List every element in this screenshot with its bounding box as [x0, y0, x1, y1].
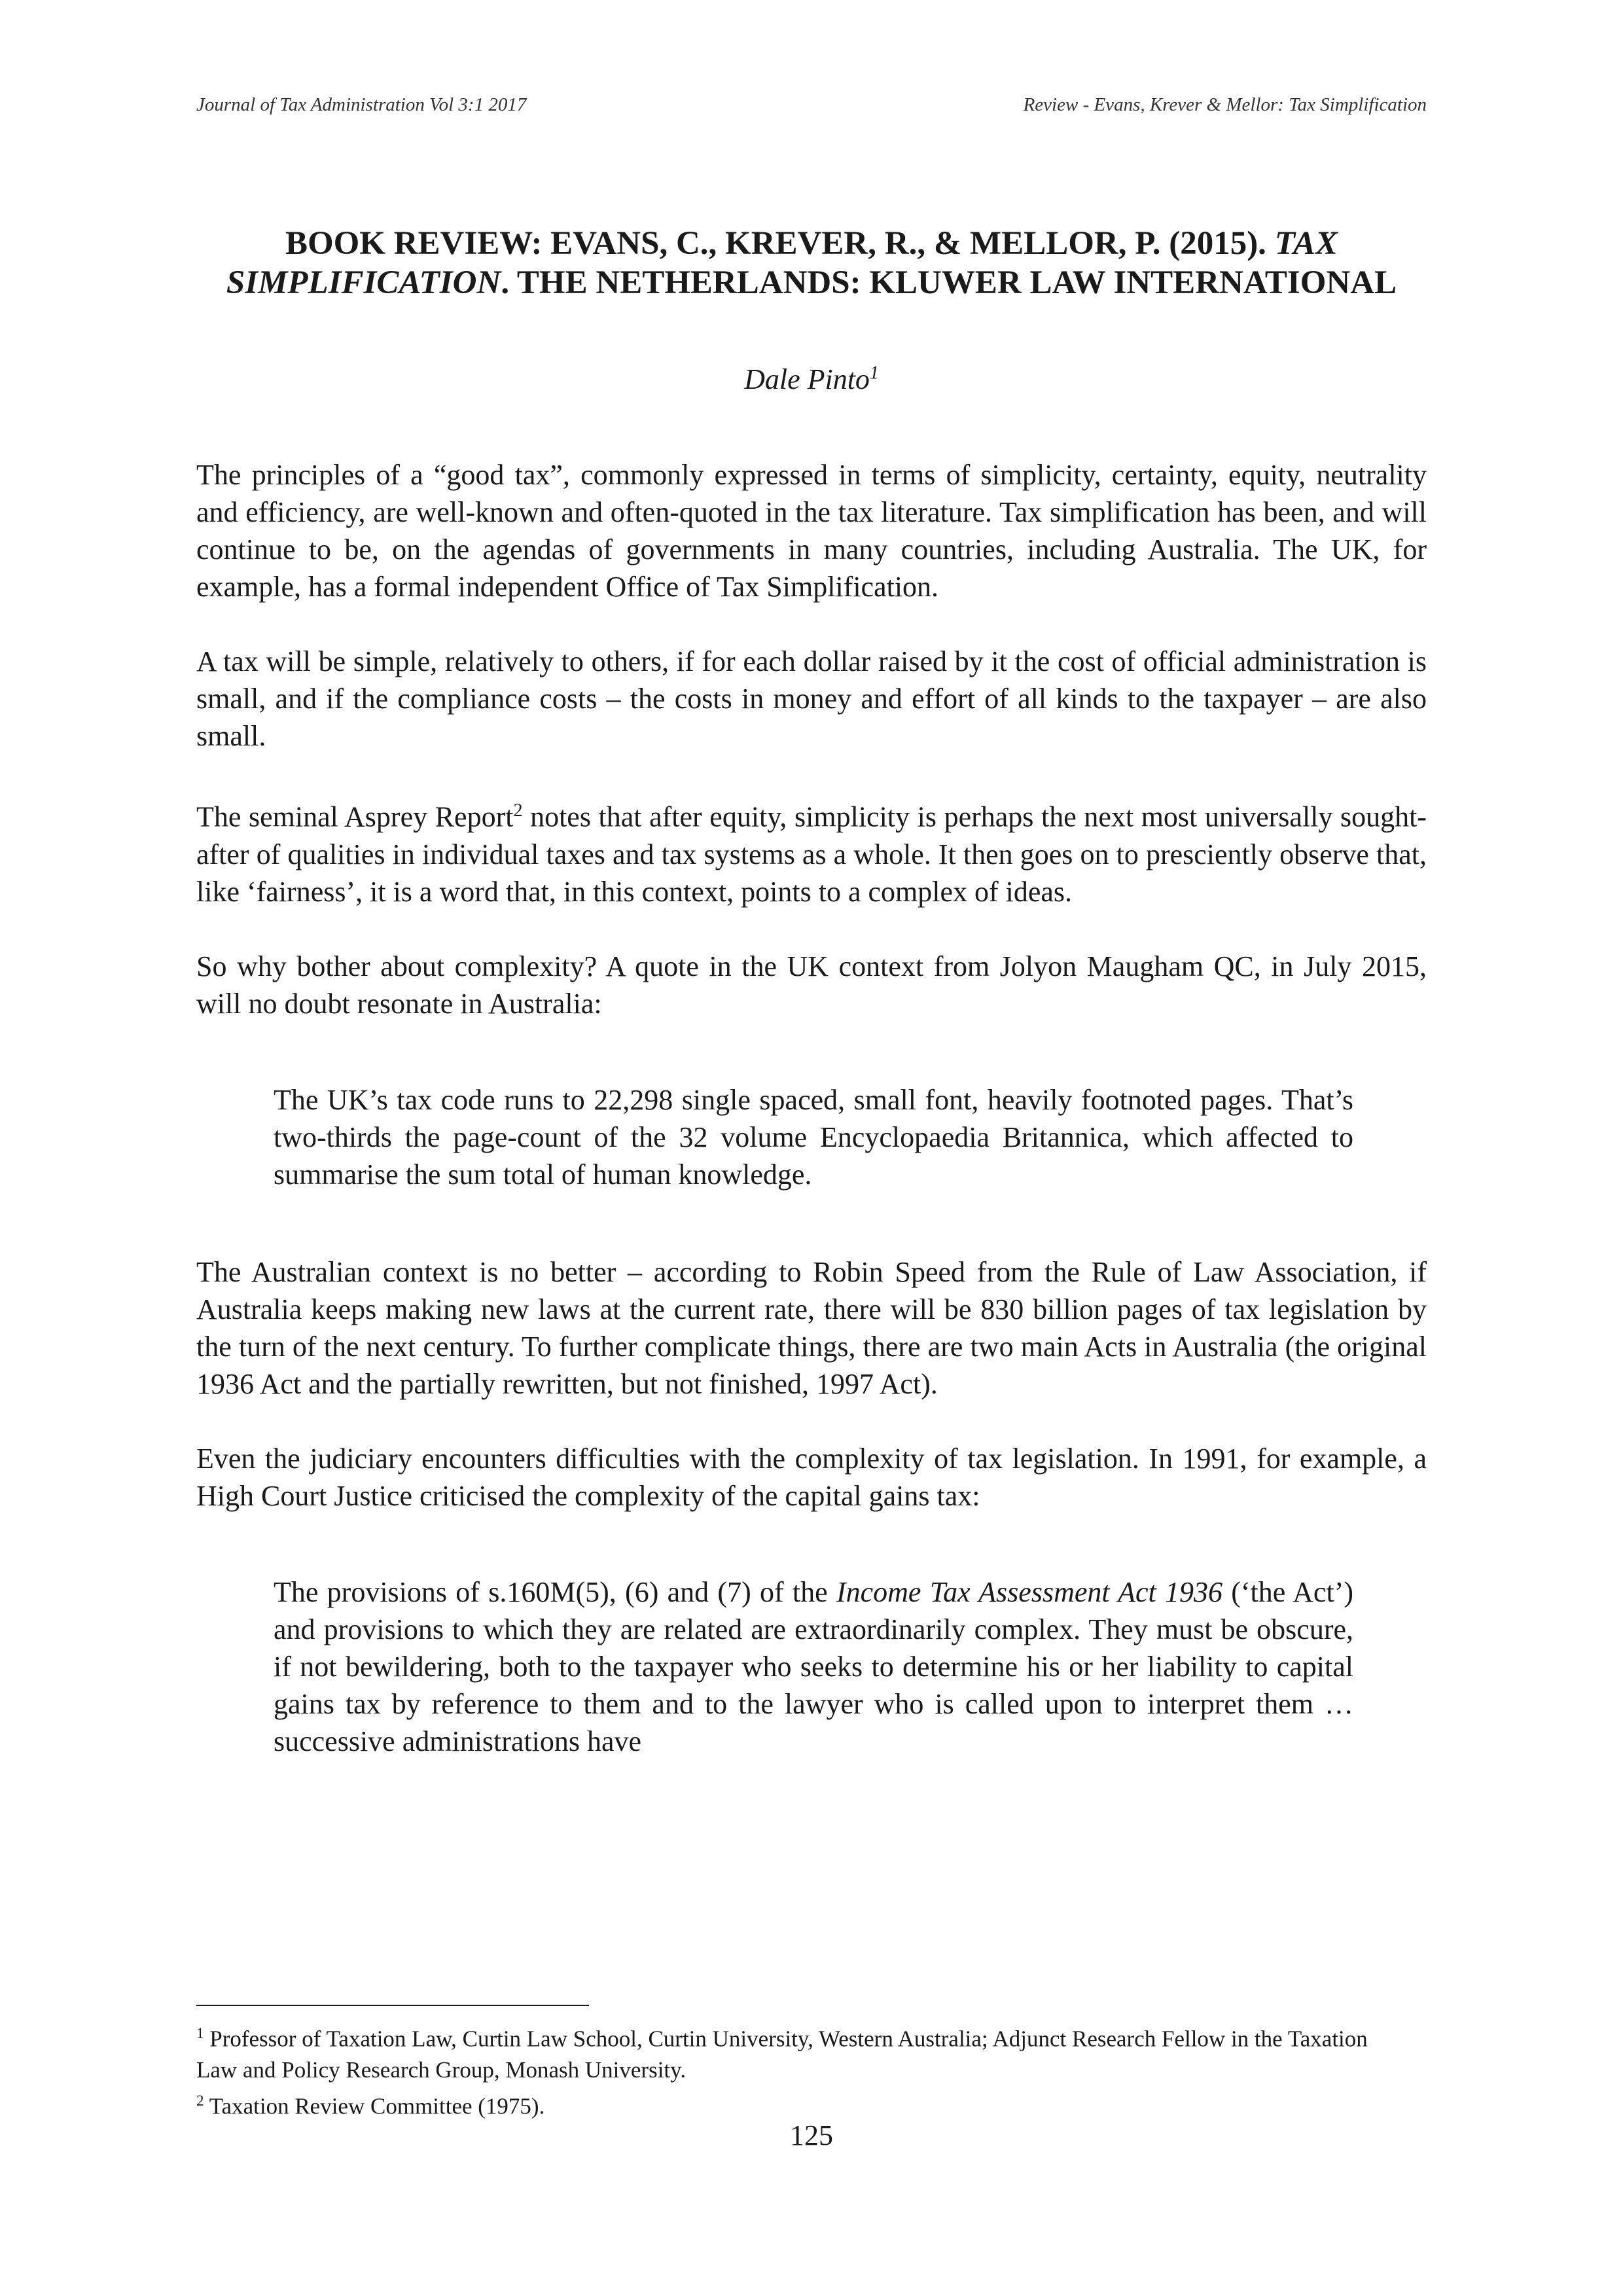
title-part-1: BOOK REVIEW: EVANS, C., KREVER, R., & MELLOR, P. (2015). — [285, 225, 1275, 262]
footnote-ref-2: 2 — [513, 800, 523, 821]
footnotes — [196, 2018, 1394, 2121]
footnote-2-text: Taxation Review Committee (1975). — [204, 2093, 545, 2119]
author-name: Dale Pinto — [744, 363, 870, 395]
footnote-1 — [196, 2018, 1394, 2085]
title-part-2: . THE NETHERLANDS: KLUWER LAW INTERNATIONAL — [501, 264, 1397, 301]
paragraph-3-end: notes that after equity, simplicity is perhaps the next most universally sought-after of qualities in individual taxes and tax systems as a whole. It then goes on to presciently observe that, like ‘fairness’, it is a word that, in this context, points to a complex of ideas. — [196, 800, 1427, 908]
running-head — [196, 94, 1427, 116]
paragraph-1: The principles of a “good tax”, commonly expressed in terms of simplicity, certainty, equity, neutrality and efficiency, are well-known and often-quoted in the tax literature. Tax simplification has been, and will continue to be, on the agendas of governments in many countries, including Australia. The UK, for example, has a formal independent Office of Tax Simplification. — [196, 459, 1427, 603]
article-body — [196, 224, 1427, 1760]
footnote-1-number: 1 — [196, 2025, 204, 2041]
act-name: Income Tax Assessment Act 1936 — [836, 1575, 1222, 1608]
block-quote-1: The UK’s tax code runs to 22,298 single spaced, small font, heavily footnoted pages. That’s two-thirds the page-count of the 32 volume Encyclopaedia Britannica, which affected to summarise the sum total of human knowledge. — [274, 1083, 1353, 1191]
paragraph-4: So why bother about complexity? A quote in the UK context from Jolyon Maugham QC, in July 2015, will no doubt resonate in Australia: — [196, 950, 1427, 1020]
paragraph-6: Even the judiciary encounters difficulties with the complexity of tax legislation. In 1991, for example, a High Court Justice criticised the complexity of the capital gains tax: — [196, 1442, 1427, 1512]
paragraph-5: The Australian context is no better – according to Robin Speed from the Rule of Law Association, if Australia keeps making new laws at the current rate, there will be 830 billion pages of tax legislation by the turn of the next century. To further complicate things, there are two main Acts in Australia (the original 1936 Act and the partially rewritten, but not finished, 1997 Act). — [196, 1255, 1427, 1400]
title-book-name: TAX SIMPLIFICATION — [226, 225, 1338, 301]
footnote-divider — [196, 2005, 589, 2006]
page-number: 125 — [790, 2119, 833, 2151]
quote-2-start: The provisions of s.160M(5), (6) and (7) of the — [274, 1575, 836, 1608]
article-title — [196, 224, 1427, 302]
block-quote-2 — [274, 1573, 1353, 1760]
paragraph-3 — [196, 792, 1427, 910]
author-line — [196, 363, 1427, 396]
footnote-1-text: Professor of Taxation Law, Curtin Law School, Curtin University, Western Australia; Adjunct Research Fellow in the Taxation Law and Policy Research Group, Monash University. — [196, 2026, 1368, 2083]
author-footnote-ref: 1 — [869, 363, 879, 384]
footnote-2-number: 2 — [196, 2092, 204, 2109]
journal-header: Journal of Tax Administration Vol 3:1 2017 — [196, 94, 527, 115]
paragraph-3-start: The seminal Asprey Report — [196, 800, 514, 833]
footnote-2 — [196, 2085, 1394, 2122]
quote-2-end: (‘the Act’) and provisions to which they are related are extraordinarily complex. They must be obscure, if not bewildering, both to the taxpayer who seeks to determine his or her liability to capital gains tax by reference to them and to the lawyer who is called upon to interpret them … successive administrations have — [274, 1575, 1353, 1757]
article-header: Review - Evans, Krever & Mellor: Tax Simplification — [1023, 94, 1427, 115]
paragraph-2: A tax will be simple, relatively to others, if for each dollar raised by it the cost of official administration is small, and if the compliance costs – the costs in money and effort of all kinds to the taxpayer – are also small. — [196, 645, 1427, 752]
